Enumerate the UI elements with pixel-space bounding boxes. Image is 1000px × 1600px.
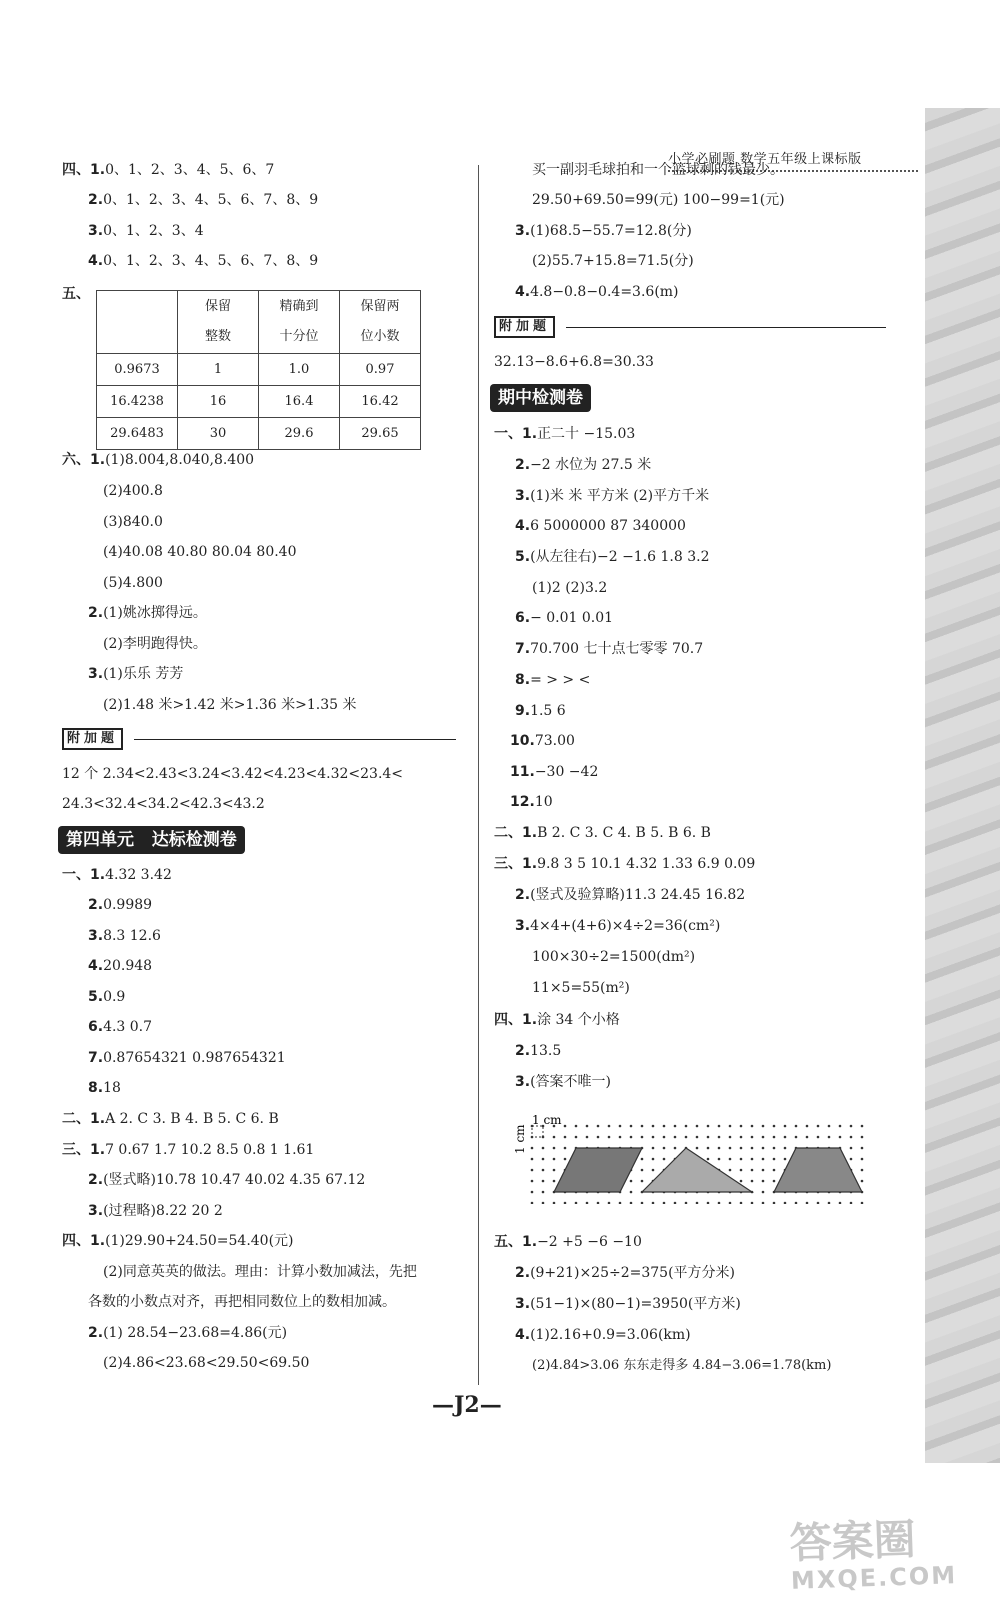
grid-dot (696, 1202, 699, 1204)
grid-dot (806, 1136, 809, 1139)
grid-dot (751, 1169, 754, 1172)
answer-line: 一、1.4.32 3.42 (62, 867, 172, 883)
grid-dot (718, 1202, 721, 1204)
answer-line: 24.3<32.4<34.2<42.3<43.2 (62, 796, 265, 812)
answer-line: 2.0、1、2、3、4、5、6、7、8、9 (88, 192, 319, 208)
answer-line: 6.− 0.01 0.01 (515, 610, 614, 626)
grid-dot (762, 1158, 765, 1161)
grid-dot (696, 1136, 699, 1139)
grid-dot (861, 1180, 864, 1183)
grid-dot (630, 1136, 633, 1139)
grid-dot (839, 1136, 842, 1139)
watermark-url: MXQE.COM (790, 1561, 958, 1595)
answer-line: (2)400.8 (103, 483, 163, 499)
answer-line: 2.(9+21)×25÷2=375(平方分米) (515, 1265, 735, 1281)
grid-dot (575, 1202, 578, 1204)
answer-line: (2)李明跑得快。 (103, 636, 207, 652)
grid-dot (663, 1147, 666, 1150)
answer-line: 六、1.(1)8.004,8.040,8.400 (62, 452, 255, 468)
table-row (97, 386, 421, 418)
grid-dot (718, 1125, 721, 1128)
grid-dot (806, 1125, 809, 1128)
answer-line: 12.10 (510, 794, 553, 810)
addon-label: 附加题 (494, 316, 555, 338)
answer-line: 7.0.87654321 0.987654321 (88, 1050, 286, 1066)
grid-dot (729, 1202, 732, 1204)
grid-dot (850, 1147, 853, 1150)
grid-dot (762, 1125, 765, 1128)
table-cell: 16.42 (340, 386, 421, 418)
grid-dot (641, 1158, 644, 1161)
grid-dot (553, 1202, 556, 1204)
section-label: 五、 (62, 286, 90, 302)
table-header-row (97, 291, 421, 354)
grid-dot (553, 1169, 556, 1172)
grid-dot (773, 1158, 776, 1161)
grid-dot (762, 1180, 765, 1183)
grid-dot (751, 1147, 754, 1150)
answer-line: (3)840.0 (103, 514, 163, 530)
grid-dot (542, 1147, 545, 1150)
grid-dot (597, 1202, 600, 1204)
answer-line: 5.0.9 (88, 989, 126, 1005)
answer-line: 7.70.700 七十点七零零 70.7 (515, 641, 704, 657)
addon-rule (566, 327, 886, 328)
rounding-table (96, 290, 421, 450)
grid-dot (784, 1136, 787, 1139)
grid-dot (762, 1169, 765, 1172)
answer-line: 2.(1)姚冰掷得远。 (88, 605, 207, 621)
answer-line: 10.73.00 (510, 733, 575, 749)
table-cell: 29.65 (340, 418, 421, 450)
grid-dot (652, 1136, 655, 1139)
dot-grid-figure (508, 1112, 868, 1208)
grid-dot (542, 1169, 545, 1172)
answer-line: 3.0、1、2、3、4 (88, 223, 204, 239)
grid-dot (542, 1158, 545, 1161)
grid-dot (740, 1158, 743, 1161)
grid-dot (531, 1169, 534, 1172)
grid-dot (784, 1125, 787, 1128)
table-cell: 16.4 (259, 386, 340, 418)
grid-dot (531, 1158, 534, 1161)
grid-dot (531, 1202, 534, 1204)
grid-dot (608, 1136, 611, 1139)
grid-dot (817, 1202, 820, 1204)
decorative-side-strip (925, 108, 1000, 1463)
grid-dot (707, 1158, 710, 1161)
answer-line: 4.6 5000000 87 340000 (515, 518, 686, 534)
grid-dot (828, 1125, 831, 1128)
grid-dot (729, 1136, 732, 1139)
answer-line: 3.(答案不唯一) (515, 1074, 611, 1090)
table-cell: 1.0 (259, 354, 340, 386)
addon-heading (494, 316, 886, 338)
grid-dot (564, 1202, 567, 1204)
answer-line: 9.1.5 6 (515, 703, 566, 719)
table-header-cell: 精确到 十分位 (259, 291, 340, 354)
grid-dot (707, 1136, 710, 1139)
answer-line: 四、1.0、1、2、3、4、5、6、7 (62, 162, 275, 178)
table-cell: 16.4238 (97, 386, 178, 418)
answer-line: 3.(1)乐乐 芳芳 (88, 666, 184, 682)
answer-line: 3.(1)68.5−55.7=12.8(分) (515, 223, 692, 239)
grid-dot (751, 1158, 754, 1161)
grid-dot (630, 1180, 633, 1183)
grid-dot (685, 1136, 688, 1139)
grid-dot (861, 1136, 864, 1139)
table-cell: 30 (178, 418, 259, 450)
answer-line: 4.20.948 (88, 958, 153, 974)
grid-dot (674, 1136, 677, 1139)
answer-line: 2.(竖式及验算略)11.3 24.45 16.82 (515, 887, 746, 903)
answer-line: 3.8.3 12.6 (88, 928, 161, 944)
grid-dot (531, 1191, 534, 1194)
grid-dot (751, 1202, 754, 1204)
grid-dot (553, 1180, 556, 1183)
grid-dot (718, 1158, 721, 1161)
grid-dot (850, 1125, 853, 1128)
grid-dot (751, 1180, 754, 1183)
grid-dot (531, 1147, 534, 1150)
answer-line: (2)同意英英的做法。理由：计算小数加减法，先把 (103, 1264, 417, 1280)
grid-dot (850, 1136, 853, 1139)
grid-dot (553, 1158, 556, 1161)
answer-line: 3.4×4+(4+6)×4÷2=36(cm²) (515, 918, 721, 934)
answer-line: 二、1.B 2. C 3. C 4. B 5. B 6. B (494, 825, 711, 841)
grid-dot (740, 1125, 743, 1128)
answer-line: (2)4.86<23.68<29.50<69.50 (103, 1355, 310, 1371)
grid-dot (740, 1136, 743, 1139)
grid-dot (652, 1202, 655, 1204)
answer-line: 四、1.(1)29.90+24.50=54.40(元) (62, 1233, 294, 1249)
grid-dot (861, 1202, 864, 1204)
answer-line: 3.(过程略)8.22 20 2 (88, 1203, 223, 1219)
grid-dot (586, 1125, 589, 1128)
grid-dot (707, 1202, 710, 1204)
grid-dot (641, 1136, 644, 1139)
answer-line: 5.(从左往右)−2 −1.6 1.8 3.2 (515, 549, 710, 565)
grid-dot (652, 1158, 655, 1161)
grid-dot (850, 1158, 853, 1161)
grid-dot (685, 1202, 688, 1204)
grid-dot (586, 1136, 589, 1139)
column-divider (478, 165, 479, 1385)
grid-dot (652, 1169, 655, 1172)
grid-dot (575, 1136, 578, 1139)
grid-dot (619, 1202, 622, 1204)
answer-line: 三、1.7 0.67 1.7 10.2 8.5 0.8 1 1.61 (62, 1142, 315, 1158)
grid-dot (729, 1158, 732, 1161)
grid-dot (663, 1136, 666, 1139)
grid-dot (740, 1147, 743, 1150)
watermark-logo (789, 1505, 958, 1595)
grid-dot (597, 1136, 600, 1139)
answer-line: 3.(51−1)×(80−1)=3950(平方米) (515, 1296, 741, 1312)
answer-line: 8.= > > < (515, 672, 591, 688)
grid-dot (685, 1125, 688, 1128)
answer-line: (1)2 (2)3.2 (532, 580, 608, 596)
answer-line: 2.−2 水位为 27.5 米 (515, 457, 652, 473)
addon-rule (134, 739, 456, 740)
addon-heading (62, 728, 456, 750)
grid-dot (553, 1147, 556, 1150)
grid-dot (850, 1202, 853, 1204)
unit-square (532, 1126, 543, 1137)
dot-grid-svg (508, 1112, 868, 1204)
grid-dot (817, 1125, 820, 1128)
answer-line: 四、1.涂 34 个小格 (494, 1012, 620, 1028)
watermark-text: 答案圈 (788, 1514, 917, 1568)
unit-label-vertical: 1 cm (513, 1124, 527, 1154)
answer-line: 三、1.9.8 3 5 10.1 4.32 1.33 6.9 0.09 (494, 856, 756, 872)
grid-dot (641, 1169, 644, 1172)
answer-line: (2)55.7+15.8=71.5(分) (532, 253, 694, 269)
grid-dot (641, 1180, 644, 1183)
grid-dot (542, 1180, 545, 1183)
grid-dot (839, 1202, 842, 1204)
answer-line: 11.−30 −42 (510, 764, 599, 780)
grid-dot (773, 1136, 776, 1139)
table-cell: 1 (178, 354, 259, 386)
grid-dot (696, 1125, 699, 1128)
grid-dot (674, 1125, 677, 1128)
table-row (97, 418, 421, 450)
answer-line: 各数的小数点对齐，再把相同数位上的数相加减。 (88, 1294, 396, 1310)
grid-dot (784, 1147, 787, 1150)
table-cell: 0.97 (340, 354, 421, 386)
grid-dot (652, 1125, 655, 1128)
grid-dot (729, 1125, 732, 1128)
answer-line: (4)40.08 40.80 80.04 80.40 (103, 544, 297, 560)
answer-line: 2.(竖式略)10.78 10.47 40.02 4.35 67.12 (88, 1172, 366, 1188)
table-header-cell: 保留两 位小数 (340, 291, 421, 354)
grid-dot (729, 1147, 732, 1150)
answer-line: (2)4.84>3.06 东东走得多 4.84−3.06=1.78(km) (532, 1358, 832, 1373)
answer-line: 11×5=55(m²) (532, 980, 630, 996)
grid-dot (773, 1147, 776, 1150)
unit-label-horizontal: 1 cm (532, 1113, 562, 1127)
grid-dot (564, 1147, 567, 1150)
grid-dot (784, 1202, 787, 1204)
page-header: 小学必刷题 数学五年级上课标版 (668, 152, 862, 167)
grid-dot (762, 1202, 765, 1204)
grid-dot (663, 1158, 666, 1161)
table-header-cell (97, 291, 178, 354)
answer-line: 8.18 (88, 1080, 121, 1096)
table-cell: 29.6 (259, 418, 340, 450)
grid-dot (663, 1202, 666, 1204)
addon-label: 附加题 (62, 728, 123, 750)
grid-dot (762, 1191, 765, 1194)
grid-dot (630, 1202, 633, 1204)
grid-dot (553, 1136, 556, 1139)
midterm-title: 期中检测卷 (490, 384, 591, 412)
grid-dot (707, 1147, 710, 1150)
grid-dot (762, 1136, 765, 1139)
grid-dot (674, 1202, 677, 1204)
answer-line: 4.0、1、2、3、4、5、6、7、8、9 (88, 253, 319, 269)
answer-line: 买一副羽毛球拍和一个篮球剩的钱最少。 (532, 162, 784, 178)
grid-dot (795, 1136, 798, 1139)
page-number: —J2— (432, 1392, 502, 1418)
grid-dot (762, 1147, 765, 1150)
grid-dot (542, 1202, 545, 1204)
grid-dot (773, 1169, 776, 1172)
grid-dot (795, 1202, 798, 1204)
grid-dot (619, 1136, 622, 1139)
grid-dot (861, 1158, 864, 1161)
grid-dot (795, 1125, 798, 1128)
grid-dot (740, 1180, 743, 1183)
table-header-cell: 保留 整数 (178, 291, 259, 354)
grid-dot (630, 1125, 633, 1128)
grid-dot (564, 1158, 567, 1161)
grid-dot (839, 1125, 842, 1128)
grid-dot (729, 1169, 732, 1172)
table-row (97, 354, 421, 386)
grid-dot (707, 1125, 710, 1128)
answer-line: (2)1.48 米>1.42 米>1.36 米>1.35 米 (103, 697, 357, 713)
table-cell: 16 (178, 386, 259, 418)
grid-dot (817, 1136, 820, 1139)
grid-dot (861, 1147, 864, 1150)
grid-dot (861, 1169, 864, 1172)
grid-dot (608, 1125, 611, 1128)
grid-dot (696, 1147, 699, 1150)
answer-line: 32.13−8.6+6.8=30.33 (494, 354, 654, 370)
answer-line: (5)4.800 (103, 575, 163, 591)
grid-dot (773, 1180, 776, 1183)
grid-dot (564, 1125, 567, 1128)
grid-dot (740, 1202, 743, 1204)
grid-dot (542, 1191, 545, 1194)
grid-dot (718, 1147, 721, 1150)
grid-dot (718, 1136, 721, 1139)
table-cell: 29.6483 (97, 418, 178, 450)
answer-line: 12 个 2.34<2.43<3.24<3.42<4.23<4.32<23.4< (62, 766, 404, 782)
answer-line: 4.(1)2.16+0.9=3.06(km) (515, 1327, 691, 1343)
grid-dot (652, 1147, 655, 1150)
grid-dot (564, 1136, 567, 1139)
grid-dot (663, 1125, 666, 1128)
answer-line: 100×30÷2=1500(dm²) (532, 949, 696, 965)
grid-dot (641, 1202, 644, 1204)
answer-line: 2.0.9989 (88, 897, 153, 913)
grid-dot (630, 1191, 633, 1194)
answer-line: 2.(1) 28.54−23.68=4.86(元) (88, 1325, 288, 1341)
answer-line: 6.4.3 0.7 (88, 1019, 153, 1035)
answer-line: 4.4.8−0.8−0.4=3.6(m) (515, 284, 679, 300)
parallelogram-shape (554, 1148, 642, 1192)
answer-line: 五、1.−2 +5 −6 −10 (494, 1234, 642, 1250)
grid-dot (531, 1180, 534, 1183)
grid-dot (828, 1202, 831, 1204)
grid-dot (773, 1202, 776, 1204)
grid-dot (751, 1125, 754, 1128)
unit4-title: 第四单元 达标检测卷 (58, 826, 245, 854)
grid-dot (751, 1136, 754, 1139)
grid-dot (861, 1125, 864, 1128)
grid-dot (597, 1125, 600, 1128)
answer-line: 3.(1)米 米 平方米 (2)平方千米 (515, 488, 710, 504)
answer-line: 2.13.5 (515, 1043, 562, 1059)
trapezoid-shape (774, 1148, 862, 1192)
table-cell: 0.9673 (97, 354, 178, 386)
grid-dot (641, 1125, 644, 1128)
grid-dot (575, 1125, 578, 1128)
answer-line: 29.50+69.50=99(元) 100−99=1(元) (532, 192, 785, 208)
grid-dot (740, 1169, 743, 1172)
grid-dot (806, 1202, 809, 1204)
grid-dot (784, 1158, 787, 1161)
triangle-shape (642, 1148, 752, 1192)
grid-dot (773, 1125, 776, 1128)
grid-dot (619, 1125, 622, 1128)
grid-dot (828, 1136, 831, 1139)
answer-line: 一、1.正二十 −15.03 (494, 426, 636, 442)
grid-dot (586, 1202, 589, 1204)
answer-line: 二、1.A 2. C 3. B 4. B 5. C 6. B (62, 1111, 279, 1127)
grid-dot (674, 1147, 677, 1150)
grid-dot (608, 1202, 611, 1204)
